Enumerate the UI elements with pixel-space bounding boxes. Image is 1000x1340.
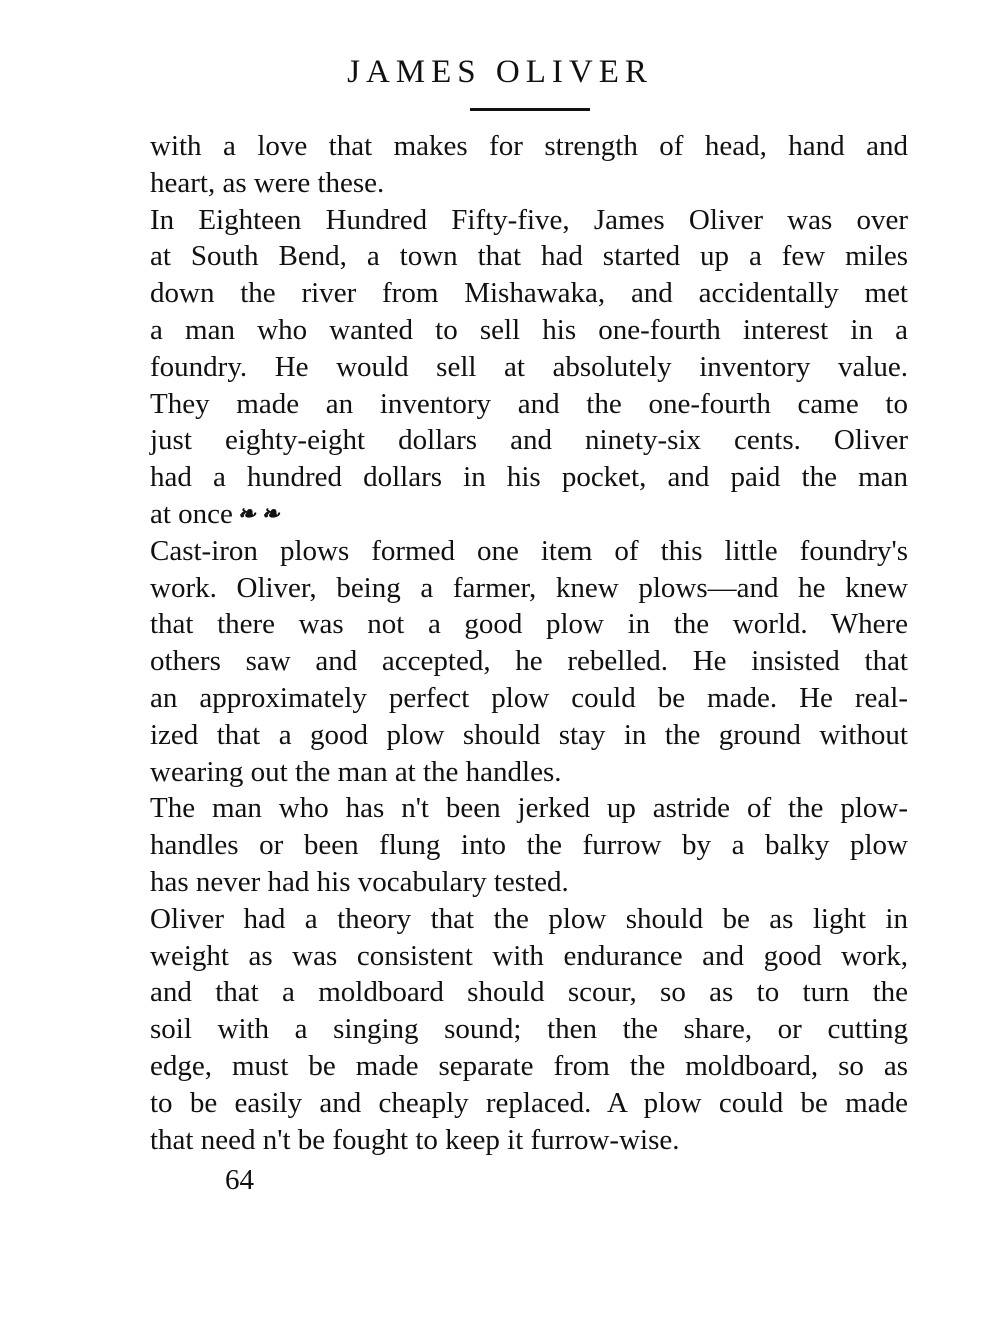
text-line: others saw and accepted, he rebelled. He insisted that	[150, 645, 908, 678]
text-line: The man who has n't been jerked up astride of the plow-	[150, 792, 908, 825]
text-line: that need n't be fought to keep it furrow-wise.	[150, 1123, 680, 1156]
text-line: with a love that makes for strength of head, hand and	[150, 130, 908, 162]
text-line: work. Oliver, being a farmer, knew plows—and he knew	[150, 571, 908, 604]
text-line: edge, must be made separate from the moldboard, so as	[150, 1049, 908, 1082]
text-line: and that a moldboard should scour, so as to turn the	[150, 976, 908, 1009]
text-line: had a hundred dollars in his pocket, and paid the man	[150, 461, 908, 494]
body-text	[150, 128, 908, 1158]
text-line: In Eighteen Hundred Fifty-five, James Oliver was over	[150, 203, 908, 236]
text-line: ized that a good plow should stay in the ground without	[150, 718, 908, 751]
text-line: They made an inventory and the one-fourth came to	[150, 387, 908, 420]
text-line: wearing out the man at the handles.	[150, 755, 562, 788]
text-line: Cast-iron plows formed one item of this little foundry's	[150, 534, 908, 567]
text-line: at South Bend, a town that had started up a few miles	[150, 240, 908, 273]
page-number: 64	[225, 1164, 254, 1196]
text-line: at once	[150, 497, 233, 530]
text-line: soil with a singing sound; then the share, or cutting	[150, 1013, 908, 1046]
running-head: JAMES OLIVER	[347, 54, 653, 90]
text-line: heart, as were these.	[150, 166, 385, 199]
text-line: just eighty-eight dollars and ninety-six cents. Oliver	[150, 424, 908, 457]
text-line: to be easily and cheaply replaced. A plow could be made	[150, 1086, 908, 1119]
ornament-icon: ❧ ❧	[236, 500, 285, 526]
text-line: down the river from Mishawaka, and accidentally met	[150, 277, 908, 310]
text-line: has never had his vocabulary tested.	[150, 865, 569, 898]
text-line: foundry. He would sell at absolutely inventory value.	[150, 350, 908, 383]
text-line: Oliver had a theory that the plow should be as light in	[150, 902, 908, 935]
text-line: a man who wanted to sell his one-fourth interest in a	[150, 313, 908, 346]
text-line: handles or been flung into the furrow by a balky plow	[150, 829, 908, 862]
text-line: that there was not a good plow in the world. Where	[150, 608, 908, 641]
text-line: weight as was consistent with endurance and good work,	[150, 939, 908, 972]
text-line: an approximately perfect plow could be made. He real-	[150, 681, 908, 714]
head-rule	[470, 108, 590, 111]
text-line-with-ornament	[150, 496, 908, 533]
